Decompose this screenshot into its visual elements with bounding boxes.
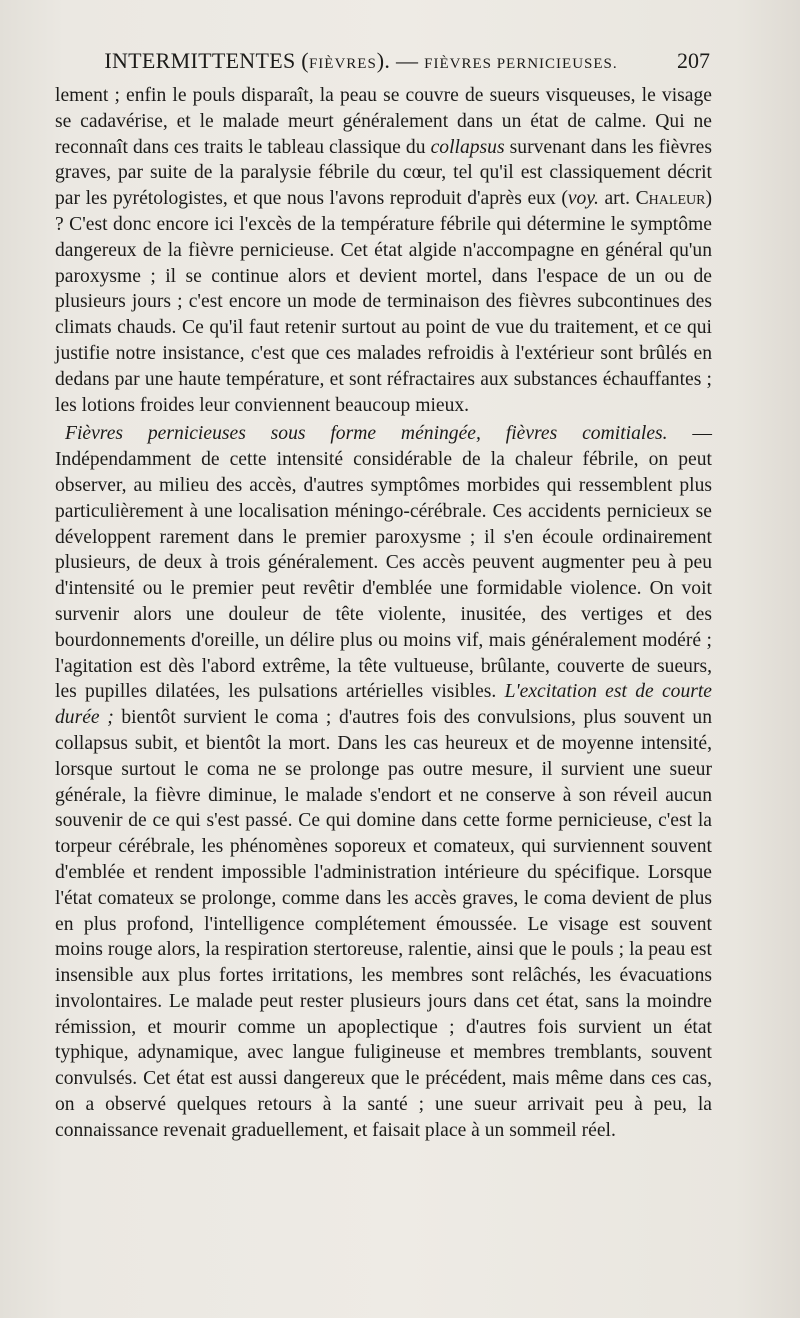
p1-text-2: survenant dans les fièvres graves, par suite de la paralysie fébrile du cœur, tel qu'il est classiquement décrit par les pyrétologistes, et que nous l'avons reproduit d'après eux ( — [55, 136, 712, 210]
title-mid: ). — — [376, 48, 425, 73]
p1-text-3: art. — [598, 188, 636, 210]
p2-italic-1: L'excitation est de courte durée ; — [55, 681, 713, 729]
p1-italic-1: collapsus — [430, 136, 505, 158]
title-smallcaps-2: FIÈVRES PERNICIEUSES. — [424, 56, 618, 72]
title-smallcaps-1: FIÈVRES — [308, 56, 377, 72]
p1-italic-2: voy. — [567, 188, 599, 210]
running-title — [55, 48, 667, 74]
p2-text-1: — Indépendamment de cette intensité considérable de la chaleur fébrile, on peut observer, au milieu des accès, d'autres symptômes morbides qui ressemblent plus particulièrement à une localisation méningo-cérébrale. Ces accidents pernicieux se développent rarement dans le premier paroxysme ; il s'en écoule ordinairement plusieurs, de deux à trois généralement. Ces accès peuvent augmenter peu à peu d'intensité ou le premier peut revêtir d'emblée une formidable violence. On voit survenir alors une douleur de tête violente, inusitée, des vertiges et des bourdonnements d'oreille, un délire plus ou moins vif, mais généralement modéré ; l'agitation est dès l'abord extrême, la tête vultueuse, brûlante, couverte de sueurs, les pupilles dilatées, les pulsations artérielles visibles. — [55, 423, 712, 703]
p1-smallcaps: Chaleur — [635, 188, 706, 210]
paragraph-collapsus — [55, 83, 712, 418]
body-text — [55, 83, 712, 1144]
page-number: 207 — [677, 48, 710, 73]
p2-text-2: bientôt survient le coma ; d'autres fois des convulsions, plus souvent un collapsus subit, et bientôt la mort. Dans les cas heureux et de moyenne intensité, lorsque surtout le coma ne se prolonge pas outre mesure, il survient une sueur générale, la fièvre diminue, le malade s'endort et ne conserve à son réveil aucun souvenir de ce qui s'est passé. Ce qui domine dans cette forme pernicieuse, c'est la torpeur cérébrale, les phénomènes soporeux et comateux, qui surviennent souvent d'emblée et rendent impossible l'administration intérieure du spécifique. Lorsque l'état comateux se prolonge, comme dans les accès graves, le coma devient de plus en plus profond, l'intelligence complétement émoussée. Le visage est souvent moins rouge alors, la respiration stertoreuse, ralentie, ainsi que le pouls ; la peau est insensible aux plus fortes irritations, les membres sont relâchés, les évacuations involontaires. Le malade peut rester plusieurs jours dans cet état, sans la moindre rémission, et mourir comme un apoplectique ; d'autres fois survient un état typhique, adynamique, avec langue fuligineuse et membres tremblants, souvent convulsés. Cet état est aussi dangereux que le précédent, mais même dans ces cas, on a observé quelques retours à la santé ; une sueur arrivait peu à peu, la connaissance revenait graduellement, et faisait place à un sommeil réel. — [55, 707, 712, 1141]
title-main: INTERMITTENTES ( — [104, 48, 309, 73]
p1-text-4: ) ? C'est donc encore ici l'excès de la température fébrile qui détermine le symptôme dangereux de la fièvre pernicieuse. Cet état algide n'accompagne en général qu'un paroxysme ; il se continue alors et devient mortel, dans l'espace de un ou de plusieurs jours ; c'est encore un mode de terminaison des fièvres subcontinues des climats chauds. Ce qu'il faut retenir surtout au point de vue du traitement, et ce qui justifie notre insistance, c'est que ces malades refroidis à l'extérieur sont brûlés en dedans par une haute température, et sont réfractaires aux substances échauffantes ; les lotions froides leur conviennent beaucoup mieux. — [55, 188, 712, 416]
paragraph-meningee — [55, 421, 712, 1143]
running-header — [55, 48, 710, 80]
p1-text-1: lement ; enfin le pouls disparaît, la peau se couvre de sueurs visqueuses, le visage se cadavérise, et le malade meurt généralement dans un état de calme. Qui ne reconnaît dans ces traits le tableau classique du — [55, 85, 712, 158]
p2-section-heading: Fièvres pernicieuses sous forme méningée, fièvres comitiales. — [65, 423, 668, 445]
